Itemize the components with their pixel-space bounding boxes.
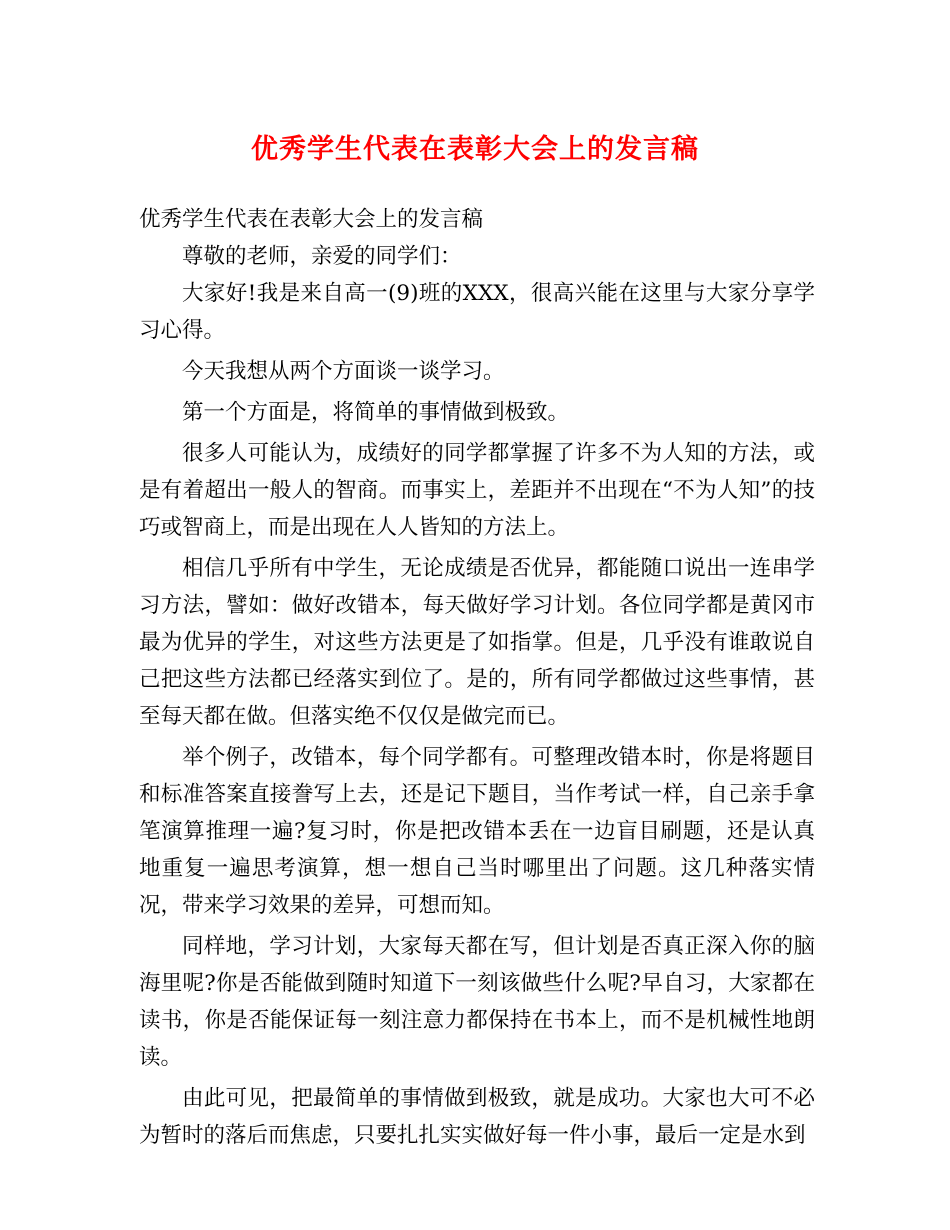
paragraph-salutation: 尊敬的老师，亲爱的同学们：: [182, 244, 462, 269]
paragraph: 举个例子，改错本，每个同学都有。可整理改错本时，你是将题目和标准答案直接誊写上去，还是记下题目，当作考试一样，自己亲手拿笔演算推理一遍?复习时，你是把改错本丢在一边盲目刷题，还是认真地重复一遍思考演算，想一想自己当时哪里出了问题。这几种落实情况，带来学习效果的差异，可想而知。: [139, 745, 815, 918]
paragraph: 由此可见，把最简单的事情做到极致，就是成功。大家也大可不必为暂时的落后而焦虑，只要扎扎实实做好每一件小事，最后一定是水到: [139, 1086, 815, 1148]
paragraph: 今天我想从两个方面谈一谈学习。: [182, 359, 505, 384]
paragraph: 大家好!我是来自高一(9)班的XXX，很高兴能在这里与大家分享学习心得。: [139, 281, 815, 343]
document-title: 优秀学生代表在表彰大会上的发言稿: [251, 134, 699, 165]
paragraph: 相信几乎所有中学生，无论成绩是否优异，都能随口说出一连串学习方法，譬如：做好改错本，每天做好学习计划。各位同学都是黄冈市最为优异的学生，对这些方法更是了如指掌。但是，几乎没有谁敢说自己把这些方法都已经落实到位了。是的，所有同学都做过这些事情，甚至每天都在做。但落实绝不仅仅是做完而已。: [139, 556, 815, 729]
paragraph-subtitle: 优秀学生代表在表彰大会上的发言稿: [139, 207, 484, 232]
document-body: [139, 201, 815, 1154]
paragraph: 同样地，学习计划，大家每天都在写，但计划是否真正深入你的脑海里呢?你是否能做到随时知道下一刻该做些什么呢?早自习，大家都在读书，你是否能保证每一刻注意力都保持在书本上，而不是机械性地朗读。: [139, 934, 815, 1070]
paragraph: 第一个方面是，将简单的事情做到极致。: [182, 400, 570, 425]
paragraph: 很多人可能认为，成绩好的同学都掌握了许多不为人知的方法，或是有着超出一般人的智商。而事实上，差距并不出现在“不为人知”的技巧或智商上，而是出现在人人皆知的方法上。: [139, 441, 815, 540]
